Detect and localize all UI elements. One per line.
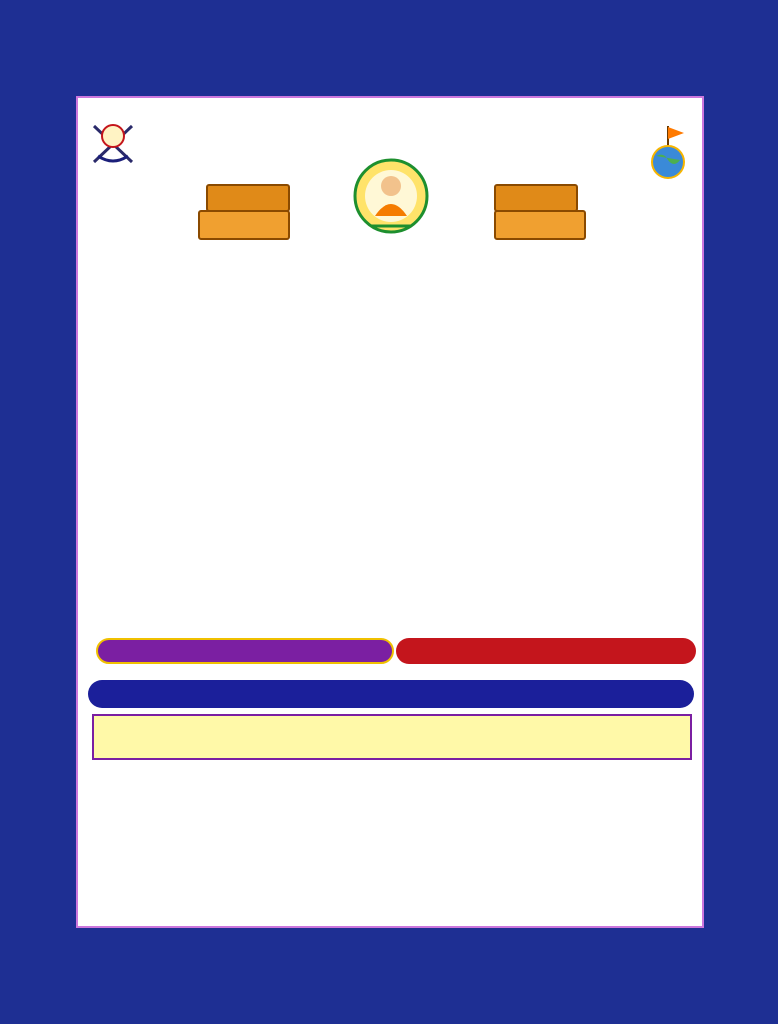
free-banner (96, 638, 394, 664)
main-panel (76, 96, 704, 928)
routine-box (92, 714, 692, 760)
book-atharvaveda (494, 210, 586, 240)
book-samaveda (494, 184, 578, 212)
online-registration-banner (88, 680, 694, 708)
book-rigveda (206, 184, 290, 212)
limited-banner (396, 638, 696, 664)
book-yajurveda (198, 210, 290, 240)
center-emblem (341, 156, 441, 240)
